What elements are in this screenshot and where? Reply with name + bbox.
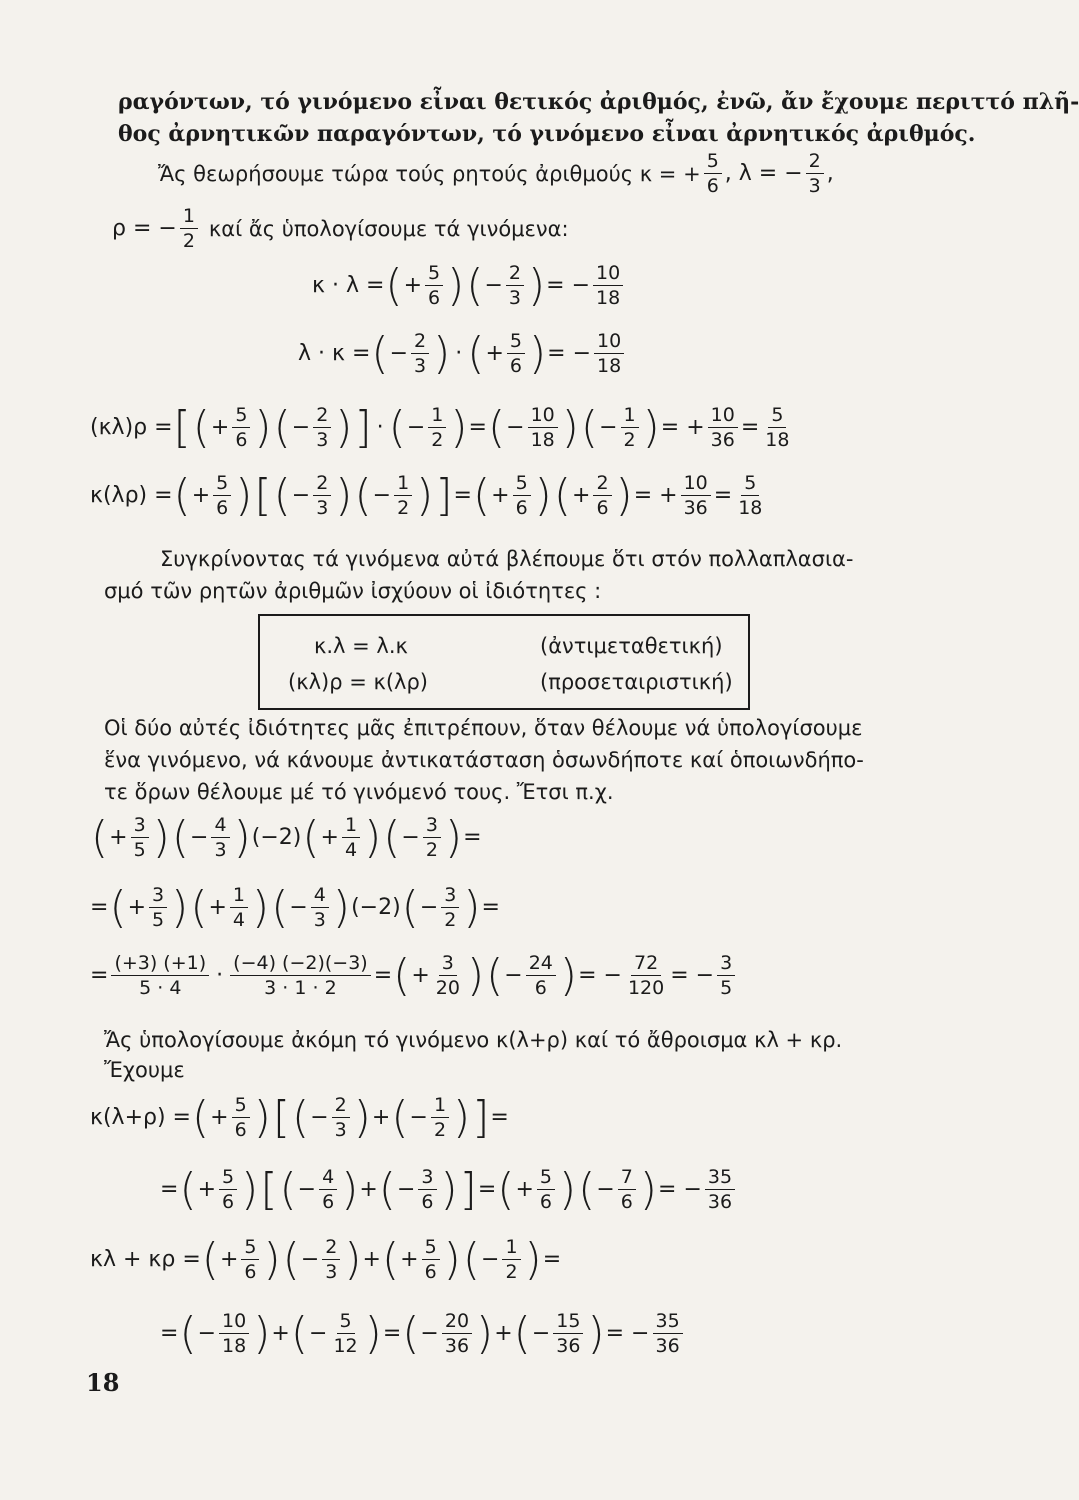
properties-line-2: ἕνα γινόμενο, νά κάνουμε ἀντικατάσταση ὁσωνδήποτε καί ὁποιωνδήπο- [104,748,864,772]
rho-label: ρ = − [112,216,177,241]
example-line-1: ( + $\frac{3}{5}$ ) ( − $\frac{4}{3}$ ) (−2) ( + $\frac{1}{4}$ ) ( − $\frac{3}{2}$ ) = [91,811,482,863]
page-number: 18 [86,1368,120,1397]
equation-k-sum: κ(λ+ρ) = ( + $\frac{5}{6}$ ) [ ( − $\frac{2}{3}$ ) + ( − $\frac{1}{2}$ ) ] = [90,1091,509,1143]
calc-line-1: Ἄς ὑπολογίσουμε ἀκόμη τό γινόμενο κ(λ+ρ) καί τό ἄθροισμα κλ + κρ. [104,1028,843,1052]
compare-line-1: Συγκρίνοντας τά γινόμενα αὐτά βλέπουμε ὅτι στόν πολλαπλασια- [160,547,854,571]
properties-box [258,614,750,710]
properties-line-3: τε ὅρων θέλουμε μέ τό γινόμενό τους. Ἔτσι π.χ. [104,780,614,804]
definition-rho: ρ = − $\frac{1}{2}$ καί ἄς ὑπολογίσουμε τά γινόμενα: [112,205,569,252]
rho-tail: καί ἄς ὑπολογίσουμε τά γινόμενα: [208,216,569,241]
equation-k-sum-step: = ( + $\frac{5}{6}$ ) [ ( − $\frac{4}{6}$ ) + ( − $\frac{3}{6}$ ) ] = ( + $\frac{5}{6}$ ) ( − $\frac{7}{6}$ ) = − $\frac{35}{36}$ [160,1166,738,1213]
example-line-2: = ( + $\frac{3}{5}$ ) ( + $\frac{1}{4}$ ) ( − $\frac{4}{3}$ ) (−2) ( − $\frac{3}{2}$ ) = [90,881,500,933]
intro-line-2: θος ἀρνητικῶν παραγόντων, τό γινόμενο εἶναι ἀρνητικός ἀριθμός. [118,121,976,147]
compare-line-2: σμό τῶν ρητῶν ἀριθμῶν ἰσχύουν οἱ ἰδιότητες : [104,579,602,603]
associative-formula: (κλ)ρ = κ(λρ) [288,670,428,694]
equation-kl-plus-kr-step: = ( − $\frac{10}{18}$ ) + ( − $\frac{5}{12}$ ) = ( − $\frac{20}{36}$ ) + ( − $\frac{15}{36}$ ) = − $\frac{35}{36}$ [160,1310,686,1357]
commutative-name: (ἀντιμεταθετική) [540,634,723,658]
equation-lambda-kappa: λ · κ = ( − $\frac{2}{3}$ ) · ( + $\frac{5}{6}$ ) = − $\frac{10}{18}$ [298,330,627,377]
commutative-formula: κ.λ = λ.κ [314,634,408,658]
calc-line-2: Ἔχουμε [104,1058,185,1082]
consider-text: Ἄς θεωρήσουμε τώρα τούς ρητούς ἀριθμούς κ = + [158,161,701,186]
definition-kappa-lambda: Ἄς θεωρήσουμε τώρα τούς ρητούς ἀριθμούς κ = + $\frac{5}{6}$ , λ = − $\frac{2}{3}$ , [158,150,834,197]
equation-k-lambda-rho: κ(λρ) = ( + $\frac{5}{6}$ ) [ ( − $\frac{2}{3}$ ) ( − $\frac{1}{2}$ ) ] = ( + $\frac{5}{6}$ ) ( + $\frac{2}{6}$ ) = + $\frac{10}{36}$ = $\frac{5}{18}$ [90,469,763,521]
associative-name: (προσεταιριστική) [540,670,733,694]
properties-line-1: Οἱ δύο αὐτές ἰδιότητες μᾶς ἐπιτρέπουν, ὅταν θέλουμε νά ὑπολογίσουμε [104,716,863,740]
equation-kappa-lambda: κ · λ = ( + $\frac{5}{6}$ ) ( − $\frac{2}{3}$ ) = − $\frac{10}{18}$ [312,262,626,309]
equation-kl-plus-kr: κλ + κρ = ( + $\frac{5}{6}$ ) ( − $\frac{2}{3}$ ) + ( + $\frac{5}{6}$ ) ( − $\frac{1}{2}$ ) = [90,1233,562,1285]
example-line-3: = $\frac{(+3) (+1)}{5 \cdot 4}$ · $\frac{(-4) (-2)(-3)}{3 \cdot 1 \cdot 2}$ = ( + $\frac{3}{20}$ ) ( − $\frac{24}{6}$ ) = − $\frac{72}{120}$ = − $\frac{3}{5}$ [90,952,738,999]
intro-line-1: ραγόντων, τό γινόμενο εἶναι θετικός ἀριθμός, ἐνῶ, ἄν ἔχουμε περιττό πλῆ- [118,89,1079,115]
equation-kl-rho: (κλ)ρ = [ ( + $\frac{5}{6}$ ) ( − $\frac{2}{3}$ ) ] · ( − $\frac{1}{2}$ ) = ( − $\frac{10}{18}$ ) ( − $\frac{1}{2}$ ) = + $\frac{10}{36}$ = $\frac{5}{18}$ [90,401,790,453]
